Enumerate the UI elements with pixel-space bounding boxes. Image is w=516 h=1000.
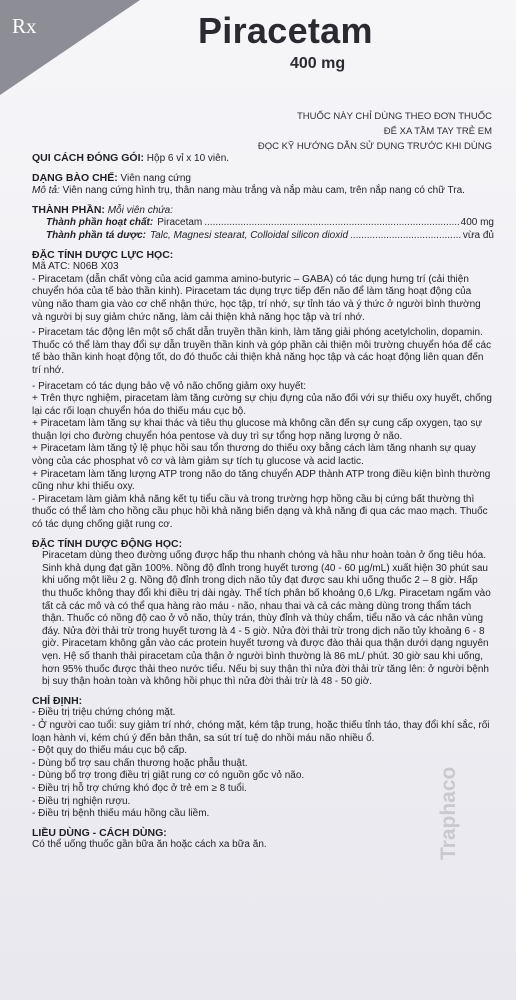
indication-item: - Ở người cao tuổi: suy giảm trí nhớ, chóng mặt, kém tập trung, hoặc thiếu tỉnh táo, thay đổi khí sắc, rối loạn hành vi, kém chú ý đến bản thân, sa sút trí tuệ do nhồi máu não nhiều ổ.	[32, 719, 490, 744]
packaging-heading: QUI CÁCH ĐÓNG GÓI:	[32, 152, 144, 164]
excipient-amount: vừa đủ	[462, 229, 494, 241]
dosage-heading: LIỀU DÙNG - CÁCH DÙNG:	[32, 826, 167, 839]
pd-paragraph: - Piracetam làm giảm khả năng kết tụ tiểu cầu và trong trường hợp hồng cầu bị cứng bất thường thì thuốc có thể làm cho hồng cầu phục hồi khả năng biến dạng và khả năng đi qua các mao mạch. Thuốc có tác dụng chống giật rung cơ.	[32, 493, 488, 531]
leader-dots	[350, 230, 461, 243]
leaflet-body	[32, 152, 494, 852]
pd-paragraph: + Piracetam làm tăng tỷ lệ phục hồi sau tổn thương do thiếu oxy bằng cách làm tăng nhanh sự quay vòng của các phosphat vô cơ và làm giảm sự tích tụ glucose và acid lactic.	[32, 443, 476, 468]
pd-paragraph: - Piracetam (dẫn chất vòng của acid gamma amino-butyric – GABA) có tác dụng hưng trí (cải thiện chuyển hóa của tế bào thần kinh). Piracetam tác dụng trực tiếp đến não để làm tăng hoạt động của vùng não tham gia vào cơ chế nhận thức, học tập, trí nhớ, sự tỉnh táo và ý thức ở người bình thường và người bị suy giảm chức năng, làm cải thiện khả năng học tập và trí nhớ.	[32, 273, 481, 323]
description-label: Mô tả:	[32, 185, 60, 197]
pd-paragraph: - Piracetam tác động lên một số chất dẫn truyền thần kinh, làm tăng giải phóng acetylcholin, dopamin. Thuốc có thể làm thay đổi sự dẫn truyền thần kinh và góp phần cải thiện môi trường chuyển hóa để các tế bào thần kinh hoạt động tốt, do đó thuốc cải thiện khả năng học tập và các hoạt động liên quan đến trí nhớ.	[32, 327, 492, 376]
warning-line: ĐỂ XA TẦM TAY TRẺ EM	[383, 126, 492, 137]
active-ingredient-label: Thành phần hoạt chất:	[46, 217, 154, 229]
packaging-section	[32, 152, 494, 166]
active-ingredient-amount: 400 mg	[460, 217, 494, 229]
active-ingredient-name: Piracetam	[157, 217, 203, 229]
pharmacokinetics-heading: ĐẶC TÍNH DƯỢC ĐỘNG HỌC:	[32, 537, 183, 550]
dosage-form-section	[32, 172, 494, 186]
indication-item: - Dùng bổ trợ trong điều trị giật rung cơ có nguồn gốc vỏ não.	[32, 770, 305, 782]
pharmacokinetics-text: Piracetam dùng theo đường uống được hấp thu nhanh chóng và hầu như hoàn toàn ở ống tiêu hóa. Sinh khả dụng đạt gần 100%. Nồng độ đỉnh trong huyết tương (40 - 60 µg/mL) xuất hiện 30 phút sau khi uống một liều 2 g. Nồng độ đỉnh trong dịch não tủy đạt được sau khi uống thuốc 2 – 8 giờ. Hấp thu thuốc không thay đổi khi điều trị dài ngày. Thể tích phân bố khoảng 0,6 L/kg. Piracetam ngấm vào tất cả các mô và có thể qua hàng rào máu - não, nhau thai và cả các màng dùng trong thẩm tách thận. Thuốc có nồng độ cao ở vỏ não, thùy trán, thùy đỉnh và thùy chẩm, tiểu não và các nhân vùng đáy. Nửa đời thải trừ trong huyết tương là 4 - 5 giờ. Nửa đời thải trừ trong dịch não tủy khoảng 6 - 8 giờ. Piracetam không gắn vào các protein huyết tương và được đào thải qua thận dưới dạng nguyên vẹn. Hệ số thanh thải piracetam của thận ở người bình thường là 86 mL/ phút. 30 giờ sau khi uống, hơn 95% thuốc được thải theo nước tiểu. Nếu bị suy thận thì nửa đời thải trừ tăng lên: ở người bệnh bị suy thận hoàn toàn và không hồi phục thì nửa đời thải trừ là 48 - 50 giờ.	[42, 550, 491, 688]
excipient-row	[32, 230, 494, 243]
excipient-label: Thành phần tá dược:	[46, 229, 146, 241]
dosage-form-heading: DẠNG BÀO CHẾ:	[32, 171, 118, 184]
warning-block	[258, 109, 492, 154]
dosage-text: Có thể uống thuốc gần bữa ăn hoặc cách xa bữa ăn.	[32, 839, 267, 851]
composition-heading: THÀNH PHẦN:	[32, 203, 105, 216]
pd-paragraph: + Trên thực nghiệm, piracetam làm tăng cường sự chịu đựng của não đối với sự thiếu oxy huyết, chống lại các rối loạn chuyển hóa do thiếu máu cục bộ.	[32, 393, 492, 417]
indication-item: - Điều trị nghiện rượu.	[32, 795, 131, 807]
composition-heading-line	[32, 204, 494, 218]
indication-item: - Điều trị hỗ trợ chứng khó đọc ở trẻ em ≥ 8 tuổi.	[32, 782, 247, 794]
description-paragraph	[32, 185, 494, 198]
warning-line: ĐỌC KỸ HƯỚNG DẪN SỬ DỤNG TRƯỚC KHI DÙNG	[257, 141, 492, 152]
active-ingredient-row	[32, 217, 494, 230]
leader-dots	[204, 217, 458, 230]
drug-title: Piracetam	[198, 10, 373, 51]
pd-paragraph: + Piracetam làm tăng sự khai thác và tiêu thụ glucose mà không cần đến sự cung cấp oxygen, tạo sự thuận lợi cho đường chuyển hóa pentose và duy trì sự tổng hợp năng lượng ở não.	[32, 418, 483, 442]
composition-sub: Mỗi viên chứa:	[107, 204, 173, 216]
drug-strength: 400 mg	[290, 55, 346, 72]
indication-item: - Điều trị triệu chứng chóng mặt.	[32, 707, 176, 719]
dosage-form-text: Viên nang cứng	[120, 172, 191, 184]
pd-paragraph: - Piracetam có tác dụng bảo vệ vỏ não chống giảm oxy huyết:	[32, 380, 307, 392]
indications-heading: CHỈ ĐỊNH:	[32, 694, 83, 707]
packaging-text: Hộp 6 vỉ x 10 viên.	[146, 153, 230, 164]
brand-watermark: Traphaco	[437, 766, 460, 860]
atc-code: Mã ATC: N06B X03	[32, 261, 119, 273]
description-text: Viên nang cứng hình trụ, thân nang màu trắng và nắp màu cam, trên nắp nang có chữ Tra.	[62, 185, 465, 197]
indication-item: - Điều trị bệnh thiếu máu hồng cầu liềm.	[32, 808, 210, 820]
indication-item: - Dùng bổ trợ sau chấn thương hoặc phẫu thuật.	[32, 757, 248, 769]
rx-symbol: Rx	[12, 14, 37, 38]
indication-item: - Đột quỵ do thiếu máu cục bộ cấp.	[32, 745, 188, 757]
pd-paragraph: + Piracetam làm tăng lượng ATP trong não do tăng chuyển ADP thành ATP trong điều kiện bình thường cũng như khi thiếu oxy.	[32, 468, 491, 493]
excipient-text: Talc, Magnesi stearat, Colloidal silicon dioxid	[149, 229, 349, 241]
pharmacodynamics-heading: ĐẶC TÍNH DƯỢC LỰC HỌC:	[32, 248, 174, 261]
warning-line: THUỐC NÀY CHỈ DÙNG THEO ĐƠN THUỐC	[297, 111, 492, 122]
